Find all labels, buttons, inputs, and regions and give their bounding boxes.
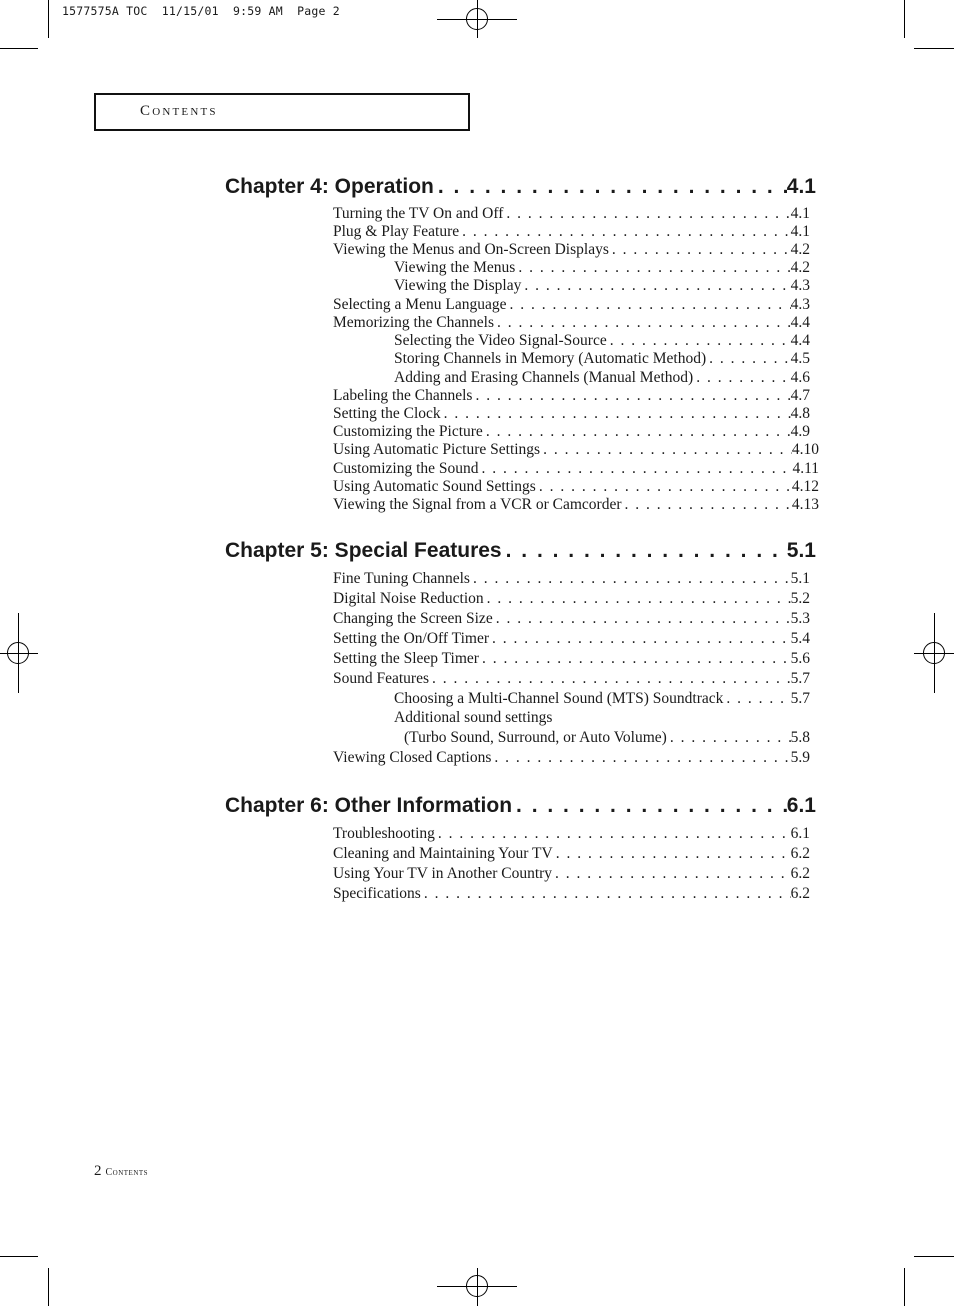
chapter-4-heading[interactable] [225, 175, 816, 199]
print-slug: 1577575A TOC 11/15/01 9:59 AM Page 2 [62, 4, 340, 18]
toc-entry[interactable]: Setting the Sleep Timer . . . 5.6 [333, 650, 810, 668]
toc-entry[interactable]: Viewing Closed Captions . . . 5.9 [333, 749, 810, 767]
page-number: 2 [94, 1163, 102, 1179]
toc-subentry[interactable]: Choosing a Multi-Channel Sound (MTS) Soundtrack . . . 5.7 [394, 690, 810, 708]
toc-entry[interactable]: Using Automatic Sound Settings . . . 4.12 [333, 478, 819, 496]
toc-entry[interactable]: Memorizing the Channels . . . 4.4 [333, 314, 810, 332]
toc-subentry[interactable]: Viewing the Display . . . 4.3 [394, 277, 810, 295]
toc-entry[interactable]: Sound Features . . . 5.7 [333, 670, 810, 688]
toc-entry[interactable]: Troubleshooting . . . 6.1 [333, 825, 810, 843]
toc-subentry[interactable]: Viewing the Menus . . . 4.2 [394, 259, 810, 277]
chapter-title: Chapter 4: Operation [225, 175, 434, 198]
toc-entry[interactable]: Labeling the Channels . . . 4.7 [333, 387, 810, 405]
chapter-5-heading[interactable] [225, 539, 816, 563]
toc-subentry[interactable]: (Turbo Sound, Surround, or Auto Volume) . . . 5.8 [404, 729, 810, 747]
toc-entry[interactable]: Setting the Clock . . . 4.8 [333, 405, 810, 423]
toc-entry[interactable]: Fine Tuning Channels . . . 5.1 [333, 570, 810, 588]
toc-entry[interactable]: Specifications . . . 6.2 [333, 885, 810, 903]
page-footer [94, 1162, 148, 1180]
page-title: Contents [140, 103, 218, 119]
toc-subentry-label[interactable]: Additional sound settings [394, 709, 553, 726]
toc-entry[interactable]: Using Automatic Picture Settings . . . 4.10 [333, 441, 819, 459]
chapter-page: 5.1 [786, 539, 816, 562]
chapter-title: Chapter 6: Other Information [225, 794, 513, 817]
toc-entry[interactable]: Plug & Play Feature . . . 4.1 [333, 223, 810, 241]
toc-entry[interactable]: Turning the TV On and Off . . . 4.1 [333, 205, 810, 223]
toc-entry[interactable]: Viewing the Menus and On-Screen Displays . . . 4.2 [333, 241, 810, 259]
toc-entry[interactable]: Cleaning and Maintaining Your TV . . . 6.2 [333, 845, 810, 863]
toc-entry[interactable]: Viewing the Signal from a VCR or Camcorder . . . 4.13 [333, 496, 819, 514]
toc-entry[interactable]: Changing the Screen Size . . . 5.3 [333, 610, 810, 628]
toc-entry[interactable]: Customizing the Picture . . . 4.9 [333, 423, 810, 441]
footer-label: Contents [105, 1167, 149, 1178]
toc-entry[interactable]: Setting the On/Off Timer . . . 5.4 [333, 630, 810, 648]
chapter-6-heading[interactable] [225, 794, 816, 818]
chapter-title: Chapter 5: Special Features [225, 539, 502, 562]
toc-subentry[interactable]: Storing Channels in Memory (Automatic Method) . . . 4.5 [394, 350, 810, 368]
toc-entry[interactable]: Customizing the Sound . . . 4.11 [333, 460, 819, 478]
chapter-page: 4.1 [786, 175, 816, 198]
toc-entry[interactable]: Using Your TV in Another Country . . . 6.2 [333, 865, 810, 883]
toc-entry[interactable]: Digital Noise Reduction . . . 5.2 [333, 590, 810, 608]
chapter-page: 6.1 [786, 794, 816, 817]
toc-entry[interactable]: Selecting a Menu Language . . . 4.3 [333, 296, 810, 314]
toc-subentry[interactable]: Adding and Erasing Channels (Manual Method) . . . 4.6 [394, 369, 810, 387]
toc-subentry[interactable]: Selecting the Video Signal-Source . . . 4.4 [394, 332, 810, 350]
